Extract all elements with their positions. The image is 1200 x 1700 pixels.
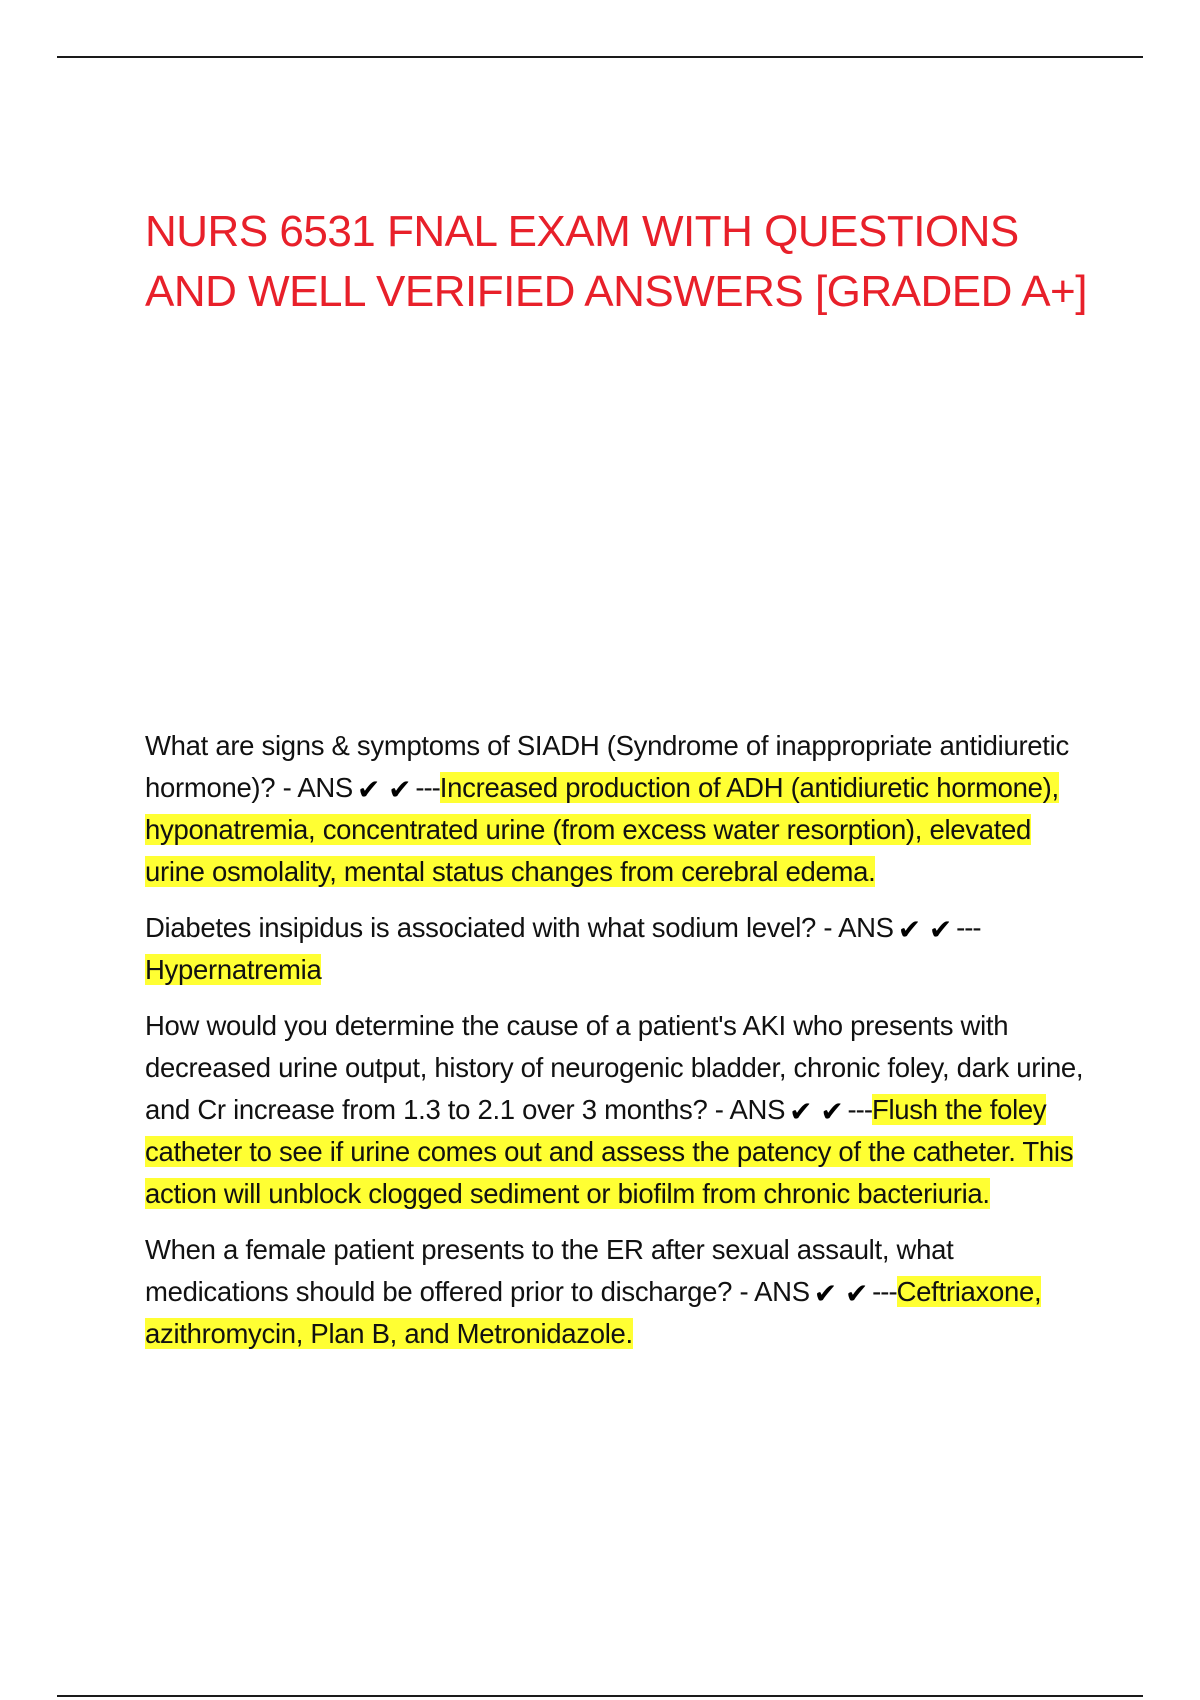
checkmark-icon: ✔ (388, 773, 412, 806)
checkmark-icon: ✔ (820, 1095, 844, 1128)
qa-list (145, 725, 1090, 1369)
checkmark-icon: ✔ (813, 1277, 837, 1310)
checkmark-icon: ✔ (928, 913, 953, 946)
answer-separator: --- (956, 912, 981, 943)
ans-label: ANS (754, 1276, 810, 1307)
answer-highlight: Hypernatremia (145, 954, 322, 985)
ans-label: ANS (297, 772, 353, 803)
question-text: What are signs & symptoms of SIADH (Syndrome of inappropriate antidiuretic hormone)? - (145, 730, 1069, 803)
top-rule (57, 56, 1143, 58)
document-title: NURS 6531 FNAL EXAM WITH QUESTIONS AND WELL VERIFIED ANSWERS [GRADED A+] (145, 207, 1087, 316)
qa-item-diabetes-insipidus (145, 907, 1090, 991)
answer-highlight: Increased production of ADH (antidiuretic hormone), hyponatremia, concentrated urine (from excess water resorption), elevated urine osmolality, mental status changes from cerebral edema. (145, 772, 1059, 887)
question-text: How would you determine the cause of a patient's AKI who presents with decreased urine output, history of neurogenic bladder, chronic foley, dark urine, and Cr increase from 1.3 to 2.1 over 3 months? - (145, 1010, 1084, 1125)
ans-label: ANS (729, 1094, 786, 1125)
question-text: Diabetes insipidus is associated with what sodium level? - (145, 912, 839, 943)
answer-highlight: Flush the foley catheter to see if urine comes out and assess the patency of the catheter. This action will unblock clogged sediment or biofilm from chronic bacteriuria. (145, 1094, 1074, 1209)
qa-item-siadh (145, 725, 1090, 893)
bottom-rule (57, 1695, 1143, 1697)
answer-highlight: Ceftriaxone, azithromycin, Plan B, and Metronidazole. (145, 1276, 1042, 1349)
checkmark-icon: ✔ (789, 1095, 813, 1128)
checkmark-icon: ✔ (356, 773, 381, 806)
checkmark-icon: ✔ (844, 1277, 869, 1310)
answer-separator: --- (872, 1276, 897, 1307)
ans-label: ANS (838, 912, 894, 943)
question-text: When a female patient presents to the ER after sexual assault, what medications should be offered prior to discharge? - (145, 1234, 954, 1307)
checkmark-icon: ✔ (897, 913, 921, 946)
qa-item-sexual-assault (145, 1229, 1090, 1355)
answer-separator: --- (415, 772, 440, 803)
qa-item-aki (145, 1005, 1090, 1215)
answer-separator: --- (847, 1094, 872, 1125)
